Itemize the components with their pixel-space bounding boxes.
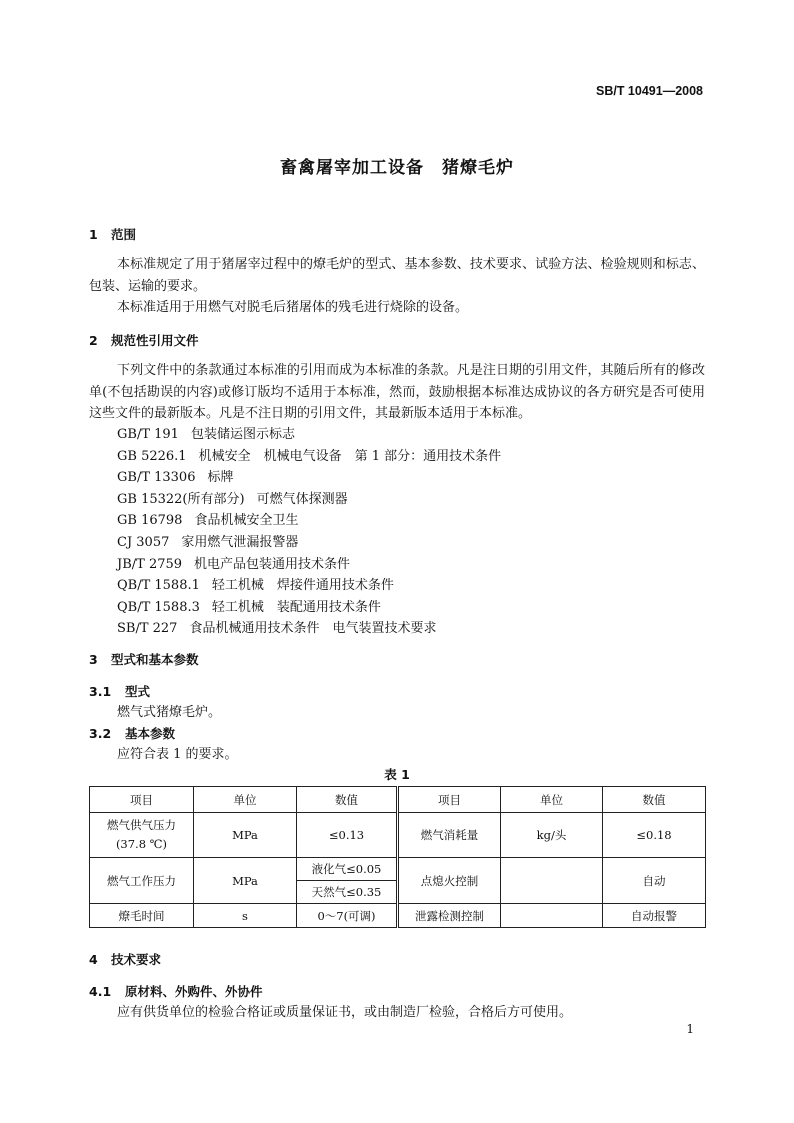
header-cell: 单位 <box>194 787 297 813</box>
table-row <box>90 813 706 858</box>
table-cell: ≤0.18 <box>603 813 706 858</box>
reference-item <box>117 445 501 464</box>
reference-title: 轻工机械 焊接件通用技术条件 <box>211 578 394 594</box>
header-cell: 单位 <box>501 787 603 813</box>
table-cell: ≤0.13 <box>297 813 398 858</box>
section-3-2-heading <box>89 724 175 742</box>
section-title: 范围 <box>111 227 137 242</box>
reference-title: 标牌 <box>207 470 234 486</box>
reference-code: GB 16798 <box>117 513 183 529</box>
document-title: 畜禽屠宰加工设备 猪燎毛炉 <box>280 158 514 178</box>
section-3-heading <box>89 650 199 668</box>
table-cell <box>501 858 603 904</box>
section-4-heading <box>89 950 161 968</box>
table-header-row <box>90 787 706 813</box>
section-number: 3.1 <box>89 684 112 699</box>
table-cell <box>90 813 194 858</box>
reference-title: 家用燃气泄漏报警器 <box>181 535 299 550</box>
section-3-2-text: 应符合表 1 的要求。 <box>117 747 238 762</box>
table-cell: s <box>194 904 297 928</box>
table-cell: 天然气≤0.35 <box>297 881 398 904</box>
reference-title: 轻工机械 装配通用技术条件 <box>211 599 381 615</box>
table-cell: 燃气工作压力 <box>90 858 194 904</box>
reference-code: QB/T 1588.1 <box>117 578 200 594</box>
table-cell: kg/头 <box>501 813 603 858</box>
table-cell: 液化气≤0.05 <box>297 858 398 881</box>
reference-code: JB/T 2759 <box>117 556 183 572</box>
table-cell: 燃气消耗量 <box>398 813 501 858</box>
section-4-1-text: 应有供货单位的检验合格证或质量保证书，或由制造厂检验，合格后方可使用。 <box>117 1005 573 1020</box>
table-cell: 泄露检测控制 <box>398 904 501 928</box>
reference-title: 包装储运图示标志 <box>190 427 295 442</box>
reference-code: GB 5226.1 <box>117 448 187 464</box>
section-number: 4.1 <box>89 984 112 999</box>
reference-title: 食品机械通用技术条件 电气装置技术要求 <box>189 621 437 637</box>
section-number: 1 <box>89 227 98 242</box>
standard-number: SB/T 10491—2008 <box>595 84 703 98</box>
header-cell: 数值 <box>297 787 398 813</box>
page-number: 1 <box>686 1022 694 1036</box>
reference-title: 可燃气体探测器 <box>256 491 348 507</box>
table-row <box>90 904 706 928</box>
reference-item <box>117 617 436 636</box>
section-1-heading <box>89 225 136 243</box>
table-caption: 表 1 <box>384 767 410 782</box>
reference-code: GB/T 191 <box>117 427 179 442</box>
section-title: 技术要求 <box>111 952 162 967</box>
reference-item <box>117 596 381 615</box>
parameters-table <box>89 786 706 928</box>
reference-item <box>117 574 394 593</box>
table-cell: 0～7(可调) <box>297 904 398 928</box>
table-cell <box>501 904 603 928</box>
table-row <box>90 858 706 881</box>
section-title: 型式 <box>125 684 151 699</box>
reference-title: 食品机械安全卫生 <box>194 513 299 529</box>
section-title: 基本参数 <box>125 726 176 741</box>
section-title: 规范性引用文件 <box>111 333 199 348</box>
reference-code: SB/T 227 <box>117 621 178 637</box>
reference-item <box>117 509 298 528</box>
reference-item <box>117 423 295 442</box>
reference-title: 机电产品包装通用技术条件 <box>194 556 351 572</box>
section-title: 型式和基本参数 <box>111 652 199 667</box>
table-cell: 自动报警 <box>603 904 706 928</box>
table-cell: 自动 <box>603 858 706 904</box>
section-title: 原材料、外购件、外协件 <box>125 984 263 999</box>
table-cell: 点熄火控制 <box>398 858 501 904</box>
table-cell: MPa <box>194 813 297 858</box>
section-3-1-text: 燃气式猪燎毛炉。 <box>117 705 222 720</box>
reference-item <box>117 553 350 572</box>
table-cell: MPa <box>194 858 297 904</box>
section-3-1-heading <box>89 682 150 700</box>
header-cell: 项目 <box>90 787 194 813</box>
table-cell: 燎毛时间 <box>90 904 194 928</box>
header-cell: 数值 <box>603 787 706 813</box>
section-number: 2 <box>89 333 98 348</box>
reference-code: CJ 3057 <box>117 535 170 550</box>
section-1-paragraph-1: 本标准规定了用于猪屠宰过程中的燎毛炉的型式、基本参数、技术要求、试验方法、检验规则和标志、包装、运输的要求。 <box>89 257 705 294</box>
section-2-heading <box>89 331 199 349</box>
reference-code: QB/T 1588.3 <box>117 599 200 615</box>
item-condition: (37.8 ℃) <box>115 837 168 851</box>
section-1-paragraph-2: 本标准适用于用燃气对脱毛后猪屠体的残毛进行烧除的设备。 <box>117 300 469 315</box>
reference-code: GB/T 13306 <box>117 470 196 486</box>
reference-item <box>117 488 348 507</box>
item-name: 燃气供气压力 <box>107 818 176 832</box>
header-cell: 项目 <box>398 787 501 813</box>
reference-code: GB 15322(所有部分) <box>117 491 245 507</box>
reference-item <box>117 466 234 485</box>
section-number: 3.2 <box>89 726 112 741</box>
section-number: 3 <box>89 652 98 667</box>
section-4-1-heading <box>89 982 263 1000</box>
reference-item <box>117 531 298 550</box>
section-number: 4 <box>89 952 98 967</box>
reference-title: 机械安全 机械电气设备 第 1 部分：通用技术条件 <box>198 448 502 464</box>
section-2-paragraph-1: 下列文件中的条款通过本标准的引用而成为本标准的条款。凡是注日期的引用文件，其随后所有的修改单(不包括勘误的内容)或修订版均不适用于本标准，然而，鼓励根据本标准达成协议的各方研究是否可使用这些文件的最新版本。凡是不注日期的引用文件，其最新版本适用于本标准。 <box>89 363 705 421</box>
